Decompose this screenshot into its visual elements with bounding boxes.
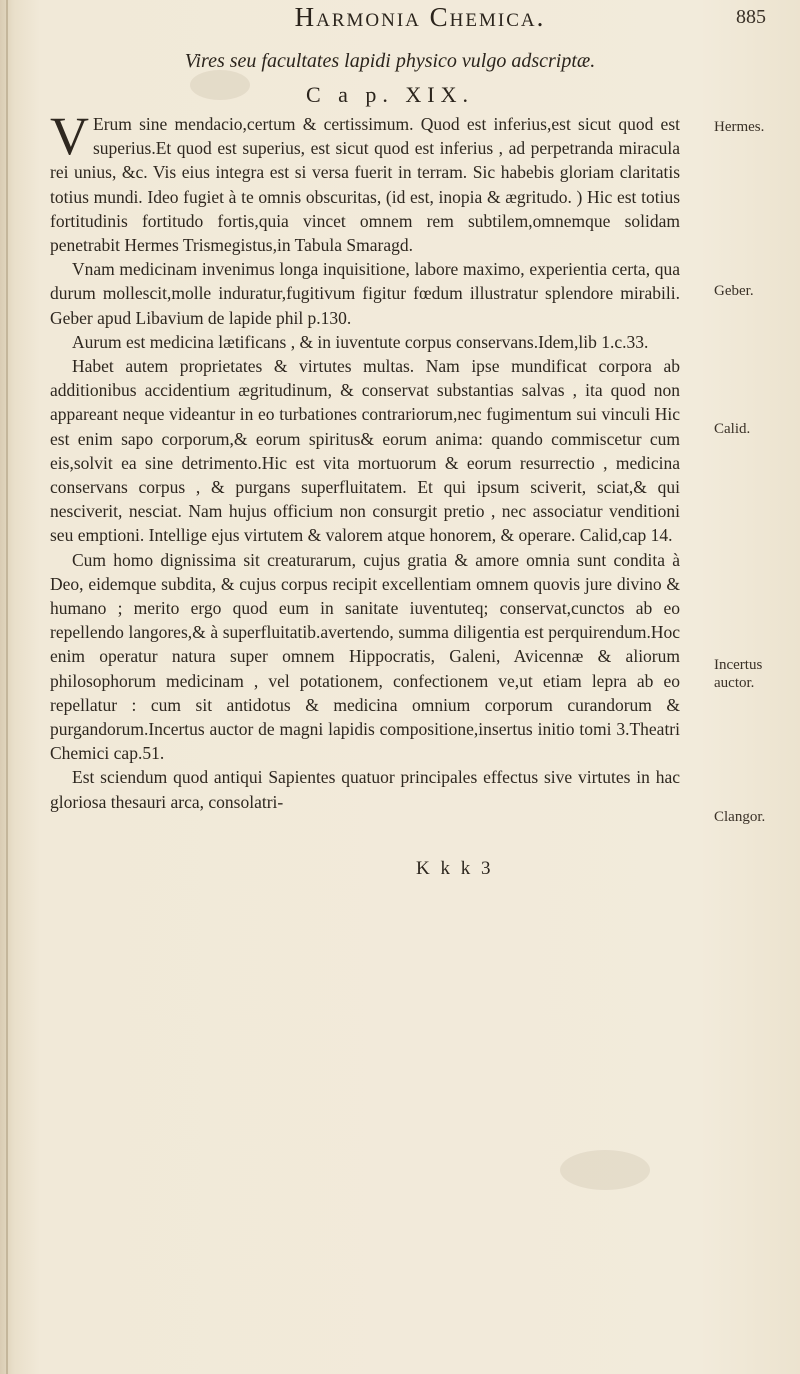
paragraph-text: Vnam medicinam invenimus longa inquisitione, labore maximo, experientia certa, qua durum mollescit,molle induratur,fugitivum figitur fœdum illustratur splendore mirabili. Geber apud Libavium de lapide phil p.130. xyxy=(50,259,680,328)
paper-stain xyxy=(560,1150,650,1190)
paragraph-incertus xyxy=(50,548,680,766)
margin-note-incertus: Incertus auctor. xyxy=(714,657,763,691)
paragraph-text: Cum homo dignissima sit creaturarum, cujus gratia & amore omnia sunt condita à Deo, eidemque subdita, & cujus corpus recipit excellentiam omnem quovis jure divino & humano ; merito ergo quod eum in sanitate iuventuteq; conservat,cunctos ab eo repellendo langores,& à superfluitatib.avertendo, summa diligentia est perquirendum.Hoc enim operatur natura super omnem Hippocratis, Galeni, Avicennæ & aliorum philosophorum medicinam , vel potationem, confectionem ve,ut etiam lepra ab eo repellatur : cum sit antidotus & medicina omnium corporum curandorum & purgandorum.Incertus auctor de magni lapidis compositione,insertus initio tomi 3.Theatri Chemici cap.51. xyxy=(50,549,680,764)
chapter-heading: C a p. XIX. xyxy=(305,82,475,107)
signature-mark: K k k 3 xyxy=(416,858,494,879)
running-head: Harmonia Chemica. xyxy=(294,2,546,32)
margin-note-geber: Geber. xyxy=(714,283,754,299)
paragraph-text: Erum sine mendacio,certum & certissimum. Quod est inferius,est sicut quod est superius.Et quod est superius, est sicut quod est inferius , ad perpetranda miracula rei unius, &c. Vis eius integra est si versa fuerit in terram. Sic habebis gloriam claritatis totius mundi. Ideo fugiet à te omnis obscuritas, (id est, inopia & ægritudo. ) Hic est totius fortitudinis fortitudo fortis,quia vincet omnem rem subtilem,omnemque solidam penetrabit Hermes Trismegistus,in Tabula Smaragd. xyxy=(50,114,680,256)
paragraph-text: Est sciendum quod antiqui Sapientes quatuor principales effectus sive virtutes in hac gloriosa thesauri arca, consolatri- xyxy=(50,767,680,812)
section-title: Vires seu facultates lapidi physico vulgo adscriptæ. xyxy=(184,50,596,72)
margin-note-clangor: Clangor. xyxy=(714,809,766,825)
binding-gutter xyxy=(6,0,8,1374)
paragraph-text: Aurum est medicina lætificans , & in iuventute corpus conservans.Idem,lib 1.c.33. xyxy=(72,331,649,352)
paragraph-clangor xyxy=(50,765,680,813)
paragraph-calid xyxy=(50,354,680,548)
drop-cap: V xyxy=(50,106,89,166)
margin-note-calid: Calid. xyxy=(714,421,751,437)
page-number: 885 xyxy=(736,6,766,28)
paragraph-text: Habet autem proprietates & virtutes multas. Nam ipse mundificat corpora ab additionibus accidentium ægritudinum, & conservat substantias salvas , ita quod non appareant neque videantur in eo turbationes contrariorum,nec fugimentum sui vinculi Hic est enim sapo corporum,& eorum spiritus& eorum anima: quando commiscetur cum eis,solvit ea sine detrimento.Hic est vita mortuorum & eorum resurrectio , medicina conservans corpus , & purgans superfluitatem. Et qui ipsum sciverit, sciat,& qui nesciverit, nesciat. Nam hujus officium non consurgit pretio , nec associatur venditioni seu emptioni. Intellige ejus virtutem & valorem atque honorem, & operare. Calid,cap 14. xyxy=(50,356,680,546)
paragraph-aurum xyxy=(50,330,680,354)
margin-note-hermes: Hermes. xyxy=(714,119,765,135)
paragraph-hermes xyxy=(50,106,680,257)
page-header xyxy=(0,2,800,32)
body-text xyxy=(50,106,680,814)
paragraph-geber xyxy=(50,257,680,330)
